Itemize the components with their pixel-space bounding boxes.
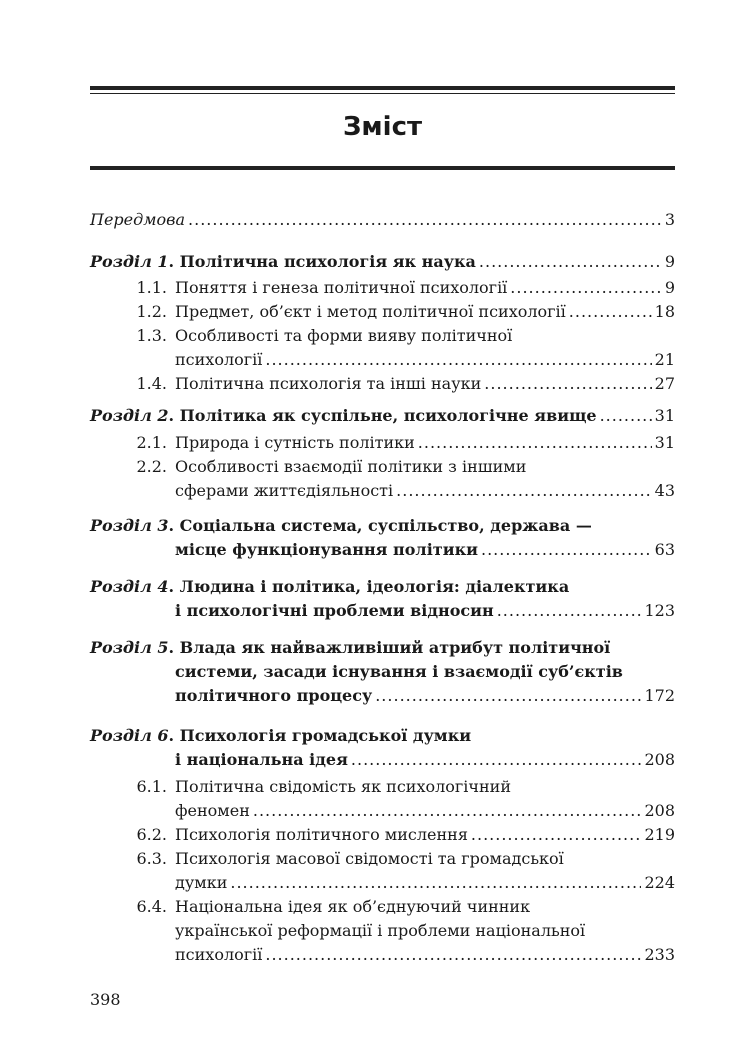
leader-dots	[396, 479, 652, 503]
header-rule-thick	[90, 86, 675, 90]
section-title: психології	[175, 945, 263, 964]
section-title: Особливості взаємодії політики з іншими	[175, 457, 527, 476]
section-number: 1.1.	[136, 278, 167, 297]
chapter-prefix: Розділ 6	[90, 726, 169, 745]
toc-page: 43	[654, 481, 675, 500]
leader-dots	[510, 276, 662, 300]
section-title: сферами життєдіяльності	[175, 481, 394, 500]
section-number: 2.1.	[136, 433, 167, 452]
section-number: 2.2.	[136, 457, 167, 476]
leader-dots	[188, 208, 662, 232]
toc-entry-section-2-2-cont[interactable]	[90, 479, 675, 503]
toc-page: 31	[654, 433, 675, 452]
toc-entry-section-6-4[interactable]	[90, 895, 675, 919]
toc-page: 208	[644, 750, 675, 769]
toc-entry-section-2-2[interactable]	[90, 455, 675, 479]
toc-entry-section-1-2[interactable]	[90, 300, 675, 324]
toc-entry-section-1-1[interactable]	[90, 276, 675, 300]
toc-entry-section-6-4-cont[interactable]	[90, 919, 675, 943]
leader-dots	[471, 823, 642, 847]
toc-entry-chapter-2[interactable]: Розділ 2 . Політика як суспільне, психологічне явище ..... 31	[90, 404, 675, 428]
toc-entry-section-6-4-cont2[interactable]	[90, 943, 675, 967]
leader-dots	[569, 300, 652, 324]
chapter-prefix: Розділ 5	[90, 638, 169, 657]
section-title: думки	[175, 873, 228, 892]
toc-entry-section-6-1[interactable]	[90, 775, 675, 799]
chapter-title: політичного процесу	[175, 686, 373, 705]
chapter-title: Соціальна система, суспільство, держава —	[179, 516, 592, 535]
section-title: феномен	[175, 801, 250, 820]
toc-entry-section-6-1-cont[interactable]	[90, 799, 675, 823]
toc-label: Передмова	[90, 210, 186, 229]
section-title: Особливості та форми вияву політичної	[175, 326, 513, 345]
chapter-title: і національна ідея	[175, 750, 348, 769]
toc-page: 63	[654, 540, 675, 559]
section-title: Національна ідея як об’єднуючий чинник	[175, 897, 531, 916]
page-number: 398	[90, 990, 121, 1009]
section-title: Політична психологія та інші науки	[175, 374, 482, 393]
toc-page: 172	[644, 686, 675, 705]
section-number: 6.1.	[136, 777, 167, 796]
section-number: 1.4.	[136, 374, 167, 393]
leader-dots	[600, 404, 652, 428]
leader-dots	[351, 748, 642, 772]
toc-page: 9	[664, 252, 675, 271]
header-rule-thin	[90, 93, 675, 94]
toc-page: 123	[644, 601, 675, 620]
toc-entry-section-6-3-cont[interactable]	[90, 871, 675, 895]
section-title: української реформації і проблеми національної	[175, 921, 586, 940]
chapter-prefix: Розділ 4	[90, 577, 169, 596]
leader-dots	[479, 250, 662, 274]
toc-entry-section-1-3[interactable]	[90, 324, 675, 348]
toc-entry-section-6-3[interactable]	[90, 847, 675, 871]
toc-entry-chapter-1[interactable]: Розділ 1 . Політична психологія як наука ..... 9	[90, 250, 675, 274]
toc-page: 18	[654, 302, 675, 321]
leader-dots	[484, 372, 651, 396]
chapter-title: Політика як суспільне, психологічне явище	[179, 406, 597, 425]
toc-entry-section-1-3-cont[interactable]	[90, 348, 675, 372]
leader-dots	[481, 538, 652, 562]
toc-page: 219	[644, 825, 675, 844]
leader-dots	[375, 684, 641, 708]
chapter-prefix: Розділ 1	[90, 252, 169, 271]
section-number: 6.4.	[136, 897, 167, 916]
chapter-title: Психологія громадської думки	[179, 726, 472, 745]
chapter-title: місце функціонування політики	[175, 540, 478, 559]
toc-entry-chapter-5-cont[interactable]	[90, 660, 675, 684]
section-title: Природа і сутність політики	[175, 433, 415, 452]
toc-page: 27	[654, 374, 675, 393]
section-title: психології	[175, 350, 263, 369]
leader-dots	[253, 799, 642, 823]
toc-entry-preface[interactable]	[90, 208, 675, 232]
toc-entry-chapter-4-cont[interactable]	[90, 599, 675, 623]
toc-page: 224	[644, 873, 675, 892]
toc-entry-chapter-4[interactable]: Розділ 4 . Людина і політика, ідеологія: діалектика	[90, 575, 675, 599]
leader-dots	[230, 871, 641, 895]
toc-page: 31	[654, 406, 675, 425]
page-title: Зміст	[342, 112, 423, 142]
toc-entry-section-1-4[interactable]	[90, 372, 675, 396]
section-number: 1.2.	[136, 302, 167, 321]
chapter-prefix: Розділ 2	[90, 406, 169, 425]
toc-page: 9	[664, 278, 675, 297]
toc-page: 21	[654, 350, 675, 369]
toc-entry-section-2-1[interactable]	[90, 431, 675, 455]
toc-entry-chapter-3-cont[interactable]	[90, 538, 675, 562]
section-title: Політична свідомість як психологічний	[175, 777, 511, 796]
chapter-title: системи, засади існування і взаємодії суб’єктів	[175, 662, 623, 681]
section-title: Предмет, об’єкт і метод політичної психології	[175, 302, 566, 321]
chapter-prefix: Розділ 3	[90, 516, 169, 535]
leader-dots	[497, 599, 642, 623]
toc-page: 3	[664, 210, 675, 229]
chapter-title: Людина і політика, ідеологія: діалектика	[179, 577, 570, 596]
chapter-title: Влада як найважливіший атрибут політичної	[179, 638, 611, 657]
section-number: 1.3.	[136, 326, 167, 345]
leader-dots	[265, 943, 641, 967]
section-number: 6.2.	[136, 825, 167, 844]
toc-entry-chapter-6[interactable]: Розділ 6 . Психологія громадської думки	[90, 724, 675, 748]
section-title: Психологія масової свідомості та громадської	[175, 849, 564, 868]
section-title: Поняття і генеза політичної психології	[175, 278, 508, 297]
chapter-title: Політична психологія як наука	[179, 252, 476, 271]
toc-page: 208	[644, 801, 675, 820]
leader-dots	[418, 431, 652, 455]
toc-entry-chapter-3[interactable]: Розділ 3 . Соціальна система, суспільство, держава —	[90, 514, 675, 538]
toc-entry-chapter-5-cont2[interactable]	[90, 684, 675, 708]
section-number: 6.3.	[136, 849, 167, 868]
leader-dots	[265, 348, 651, 372]
toc-entry-chapter-5[interactable]: Розділ 5 . Влада як найважливіший атрибут політичної	[90, 636, 675, 660]
chapter-title: і психологічні проблеми відносин	[175, 601, 494, 620]
section-title: Психологія політичного мислення	[175, 825, 468, 844]
toc-entry-section-6-2[interactable]	[90, 823, 675, 847]
toc-page: 233	[644, 945, 675, 964]
toc-entry-chapter-6-cont[interactable]	[90, 748, 675, 772]
title-underline	[90, 166, 675, 170]
